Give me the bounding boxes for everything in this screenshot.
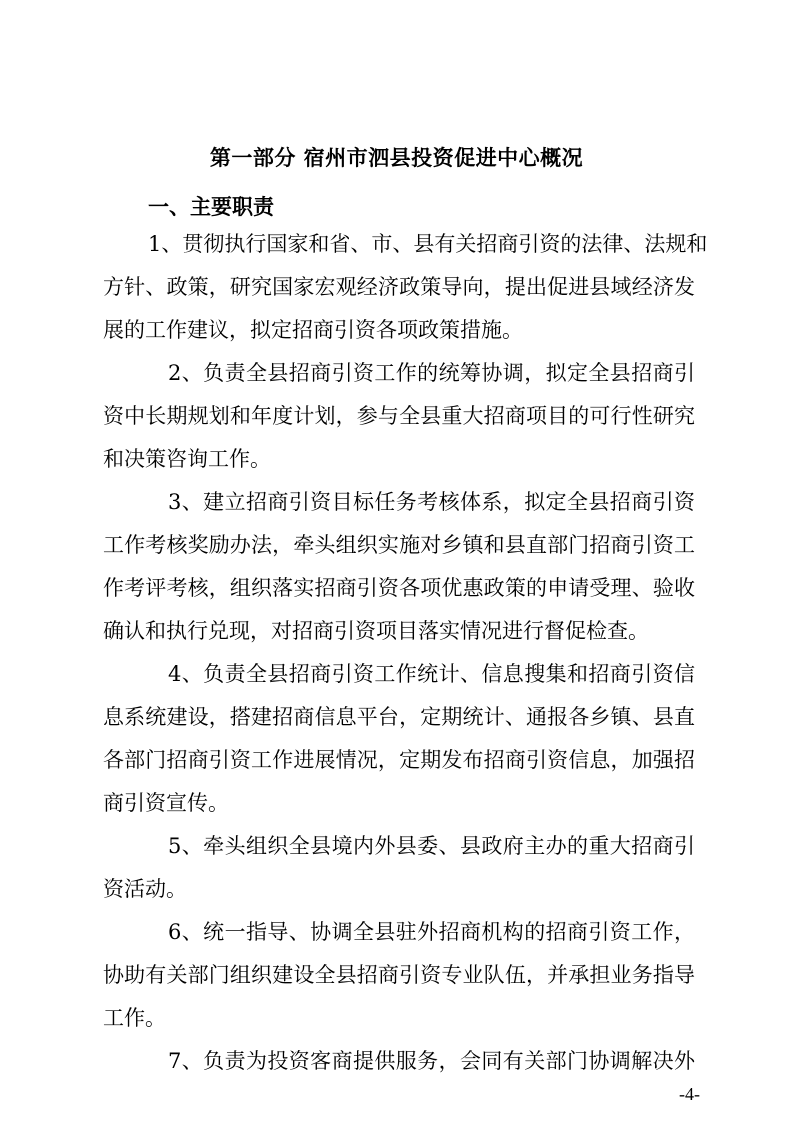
body-text-line: 商引资宣传。 — [103, 791, 229, 815]
body-text-line: 作考评考核，组织落实招商引资各项优惠政策的申请受理、验收 — [103, 576, 695, 600]
body-text-line: 确认和执行兑现，对招商引资项目落实情况进行督促检查。 — [103, 619, 649, 643]
body-text-line: 资中长期规划和年度计划，参与全县重大招商项目的可行性研究 — [103, 404, 695, 428]
body-text-line: 5、牵头组织全县境内外县委、县政府主办的重大招商引 — [168, 834, 695, 858]
body-text-line: 协助有关部门组织建设全县招商引资专业队伍，并承担业务指导 — [103, 963, 695, 987]
body-text-line: 6、统一指导、协调全县驻外招商机构的招商引资工作， — [168, 920, 695, 944]
body-text-line: 1、贯彻执行国家和省、市、县有关招商引资的法律、法规和 — [148, 232, 708, 256]
body-text-line: 和决策咨询工作。 — [103, 447, 271, 471]
page-title: 第一部分 宿州市泗县投资促进中心概况 — [209, 146, 584, 170]
page-number: -4- — [679, 1084, 700, 1104]
body-text-line: 工作考核奖励办法，牵头组织实施对乡镇和县直部门招商引资工 — [103, 533, 695, 557]
body-text-line: 方针、政策，研究国家宏观经济政策导向，提出促进县域经济发 — [103, 275, 695, 299]
body-text-line: 7、负责为投资客商提供服务，会同有关部门协调解决外 — [168, 1049, 695, 1073]
body-text-line: 4、负责全县招商引资工作统计、信息搜集和招商引资信 — [168, 662, 695, 686]
body-text-line: 息系统建设，搭建招商信息平台，定期统计、通报各乡镇、县直 — [103, 705, 695, 729]
body-text-line: 3、建立招商引资目标任务考核体系，拟定全县招商引资 — [168, 490, 695, 514]
section-heading: 一、主要职责 — [148, 195, 274, 219]
body-text-line: 2、负责全县招商引资工作的统筹协调，拟定全县招商引 — [168, 361, 695, 385]
body-text-line: 展的工作建议，拟定招商引资各项政策措施。 — [103, 318, 523, 342]
body-text-line: 各部门招商引资工作进展情况，定期发布招商引资信息，加强招 — [103, 748, 695, 772]
body-text-line: 工作。 — [103, 1006, 166, 1030]
body-text-line: 资活动。 — [103, 877, 187, 901]
